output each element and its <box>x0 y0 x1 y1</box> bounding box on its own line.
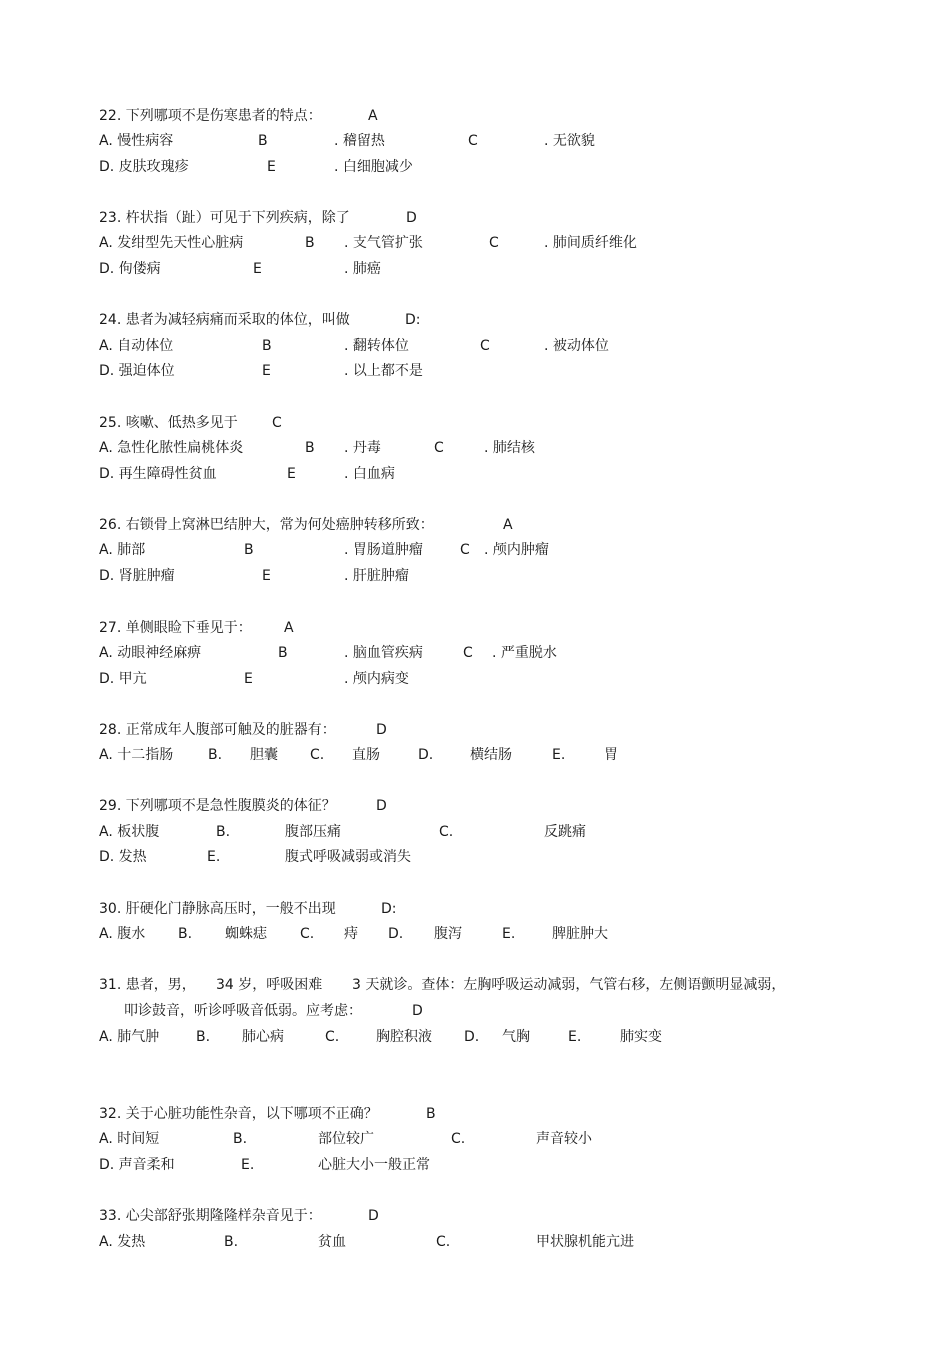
option-c: 甲状腺机能亢进 <box>536 1234 634 1250</box>
option-d: D. 发热 <box>99 849 147 865</box>
option-e: . 白细胞减少 <box>334 159 413 175</box>
option-letter: B <box>258 133 268 149</box>
option-letter: C <box>468 133 478 149</box>
option-e: 腹式呼吸减弱或消失 <box>285 849 411 865</box>
answer-key: A <box>368 108 378 124</box>
option-letter: E <box>244 671 253 687</box>
option-a: A. 十二指肠 <box>99 747 174 763</box>
option-c: 反跳痛 <box>544 824 586 840</box>
option-b: . 翻转体位 <box>344 338 409 354</box>
option-letter: E. <box>241 1157 255 1173</box>
option-letter: C. <box>310 747 325 763</box>
option-letter: D. <box>388 926 404 942</box>
answer-key: D <box>412 1003 423 1019</box>
answer-key: C <box>272 415 282 431</box>
option-letter: E <box>253 261 262 277</box>
option-letter: C <box>489 235 499 251</box>
question-stem: 25. 咳嗽、低热多见于 <box>99 415 238 431</box>
option-letter: C <box>434 440 444 456</box>
question-stem: 29. 下列哪项不是急性腹膜炎的体征？ <box>99 798 336 814</box>
option-letter: E <box>267 159 276 175</box>
answer-key: D: <box>405 312 421 328</box>
option-letter: B. <box>216 824 231 840</box>
answer-key: D: <box>381 901 397 917</box>
option-a: A. 自动体位 <box>99 338 174 354</box>
option-c: . 无欲貌 <box>544 133 595 149</box>
question-stem: 27. 单侧眼睑下垂见于： <box>99 620 252 636</box>
option-a: A. 腹水 <box>99 926 146 942</box>
option-b: . 脑血管疾病 <box>344 645 423 661</box>
option-letter: B. <box>224 1234 239 1250</box>
option-b: 贫血 <box>318 1234 346 1250</box>
answer-key: B <box>426 1106 436 1122</box>
option-c: 痔 <box>344 926 358 942</box>
option-d: D. 佝偻病 <box>99 261 161 277</box>
option-a: A. 肺部 <box>99 542 146 558</box>
option-a: A. 发热 <box>99 1234 146 1250</box>
option-e: . 肝脏肿瘤 <box>344 568 409 584</box>
option-b: 蜘蛛痣 <box>225 926 267 942</box>
option-a: A. 慢性病容 <box>99 133 174 149</box>
option-letter: D. <box>464 1029 480 1045</box>
option-letter: C. <box>300 926 315 942</box>
option-d: D. 皮肤玫瑰疹 <box>99 159 189 175</box>
answer-key: A <box>284 620 294 636</box>
option-letter: B <box>305 235 315 251</box>
option-letter: E <box>262 568 271 584</box>
option-e: 脾脏肿大 <box>552 926 608 942</box>
option-e: . 以上都不是 <box>344 363 423 379</box>
option-e: . 肺癌 <box>344 261 381 277</box>
option-b: . 支气管扩张 <box>344 235 423 251</box>
option-letter: C. <box>436 1234 451 1250</box>
answer-key: D <box>406 210 417 226</box>
question-stem: 24. 患者为减轻病痛而采取的体位，叫做 <box>99 312 350 328</box>
option-e: 胃 <box>604 747 618 763</box>
question-stem: 32. 关于心脏功能性杂音，以下哪项不正确？ <box>99 1106 378 1122</box>
question-stem: 34 岁，呼吸困难 <box>216 977 323 993</box>
option-d: D. 甲亢 <box>99 671 147 687</box>
answer-key: D <box>368 1208 379 1224</box>
option-c: . 颅内肿瘤 <box>484 542 549 558</box>
answer-key: A <box>503 517 513 533</box>
option-b: . 稽留热 <box>334 133 385 149</box>
option-e: 心脏大小一般正常 <box>318 1157 430 1173</box>
option-b: 肺心病 <box>242 1029 284 1045</box>
option-d: D. 再生障碍性贫血 <box>99 466 217 482</box>
option-letter: C <box>460 542 470 558</box>
option-letter: B. <box>196 1029 211 1045</box>
question-stem: 33. 心尖部舒张期隆隆样杂音见于： <box>99 1208 322 1224</box>
option-letter: E <box>287 466 296 482</box>
option-a: A. 板状腹 <box>99 824 160 840</box>
option-b: . 丹毒 <box>344 440 381 456</box>
option-b: . 胃肠道肿瘤 <box>344 542 423 558</box>
option-c: 直肠 <box>352 747 380 763</box>
option-letter: B <box>244 542 254 558</box>
option-a: A. 肺气肿 <box>99 1029 160 1045</box>
option-letter: E. <box>552 747 566 763</box>
option-letter: B. <box>208 747 223 763</box>
option-a: A. 急性化脓性扁桃体炎 <box>99 440 244 456</box>
option-c: . 肺结核 <box>484 440 535 456</box>
option-letter: E. <box>502 926 516 942</box>
option-letter: B <box>278 645 288 661</box>
option-c: . 肺间质纤维化 <box>544 235 637 251</box>
question-stem: 28. 正常成年人腹部可触及的脏器有： <box>99 722 336 738</box>
option-c: . 严重脱水 <box>492 645 557 661</box>
answer-key: D <box>376 722 387 738</box>
question-stem-continued: 叩诊鼓音，听诊呼吸音低弱。应考虑： <box>124 1003 362 1019</box>
option-d: 横结肠 <box>470 747 512 763</box>
option-letter: B <box>305 440 315 456</box>
question-stem: 26. 右锁骨上窝淋巴结肿大，常为何处癌肿转移所致： <box>99 517 434 533</box>
option-letter: E. <box>207 849 221 865</box>
answer-key: D <box>376 798 387 814</box>
option-d: D. 声音柔和 <box>99 1157 175 1173</box>
option-d: 腹泻 <box>434 926 462 942</box>
option-letter: B <box>262 338 272 354</box>
option-a: A. 时间短 <box>99 1131 160 1147</box>
option-e: . 白血病 <box>344 466 395 482</box>
question-stem: 30. 肝硬化门静脉高压时，一般不出现 <box>99 901 336 917</box>
option-a: A. 发绀型先天性心脏病 <box>99 235 244 251</box>
option-b: 胆囊 <box>250 747 278 763</box>
option-a: A. 动眼神经麻痹 <box>99 645 202 661</box>
option-letter: D. <box>418 747 434 763</box>
option-e: 肺实变 <box>620 1029 662 1045</box>
option-c: 声音较小 <box>536 1131 592 1147</box>
option-letter: C. <box>439 824 454 840</box>
option-letter: C. <box>325 1029 340 1045</box>
option-d: D. 强迫体位 <box>99 363 175 379</box>
option-letter: C <box>463 645 473 661</box>
option-e: . 颅内病变 <box>344 671 409 687</box>
option-c: 胸腔积液 <box>376 1029 432 1045</box>
question-stem: 22. 下列哪项不是伤寒患者的特点： <box>99 108 322 124</box>
option-d: D. 肾脏肿瘤 <box>99 568 175 584</box>
option-letter: C <box>480 338 490 354</box>
question-stem: 31. 患者，男， <box>99 977 196 993</box>
question-stem: 23. 杵状指（趾）可见于下列疾病，除了 <box>99 210 350 226</box>
option-letter: B. <box>233 1131 248 1147</box>
option-letter: C. <box>451 1131 466 1147</box>
option-letter: B. <box>178 926 193 942</box>
option-b: 腹部压痛 <box>285 824 341 840</box>
option-letter: E <box>262 363 271 379</box>
option-letter: E. <box>568 1029 582 1045</box>
option-b: 部位较广 <box>318 1131 374 1147</box>
question-stem: 3 天就诊。查体：左胸呼吸运动减弱，气管右移，左侧语颤明显减弱， <box>352 977 786 993</box>
option-d: 气胸 <box>502 1029 530 1045</box>
option-c: . 被动体位 <box>544 338 609 354</box>
